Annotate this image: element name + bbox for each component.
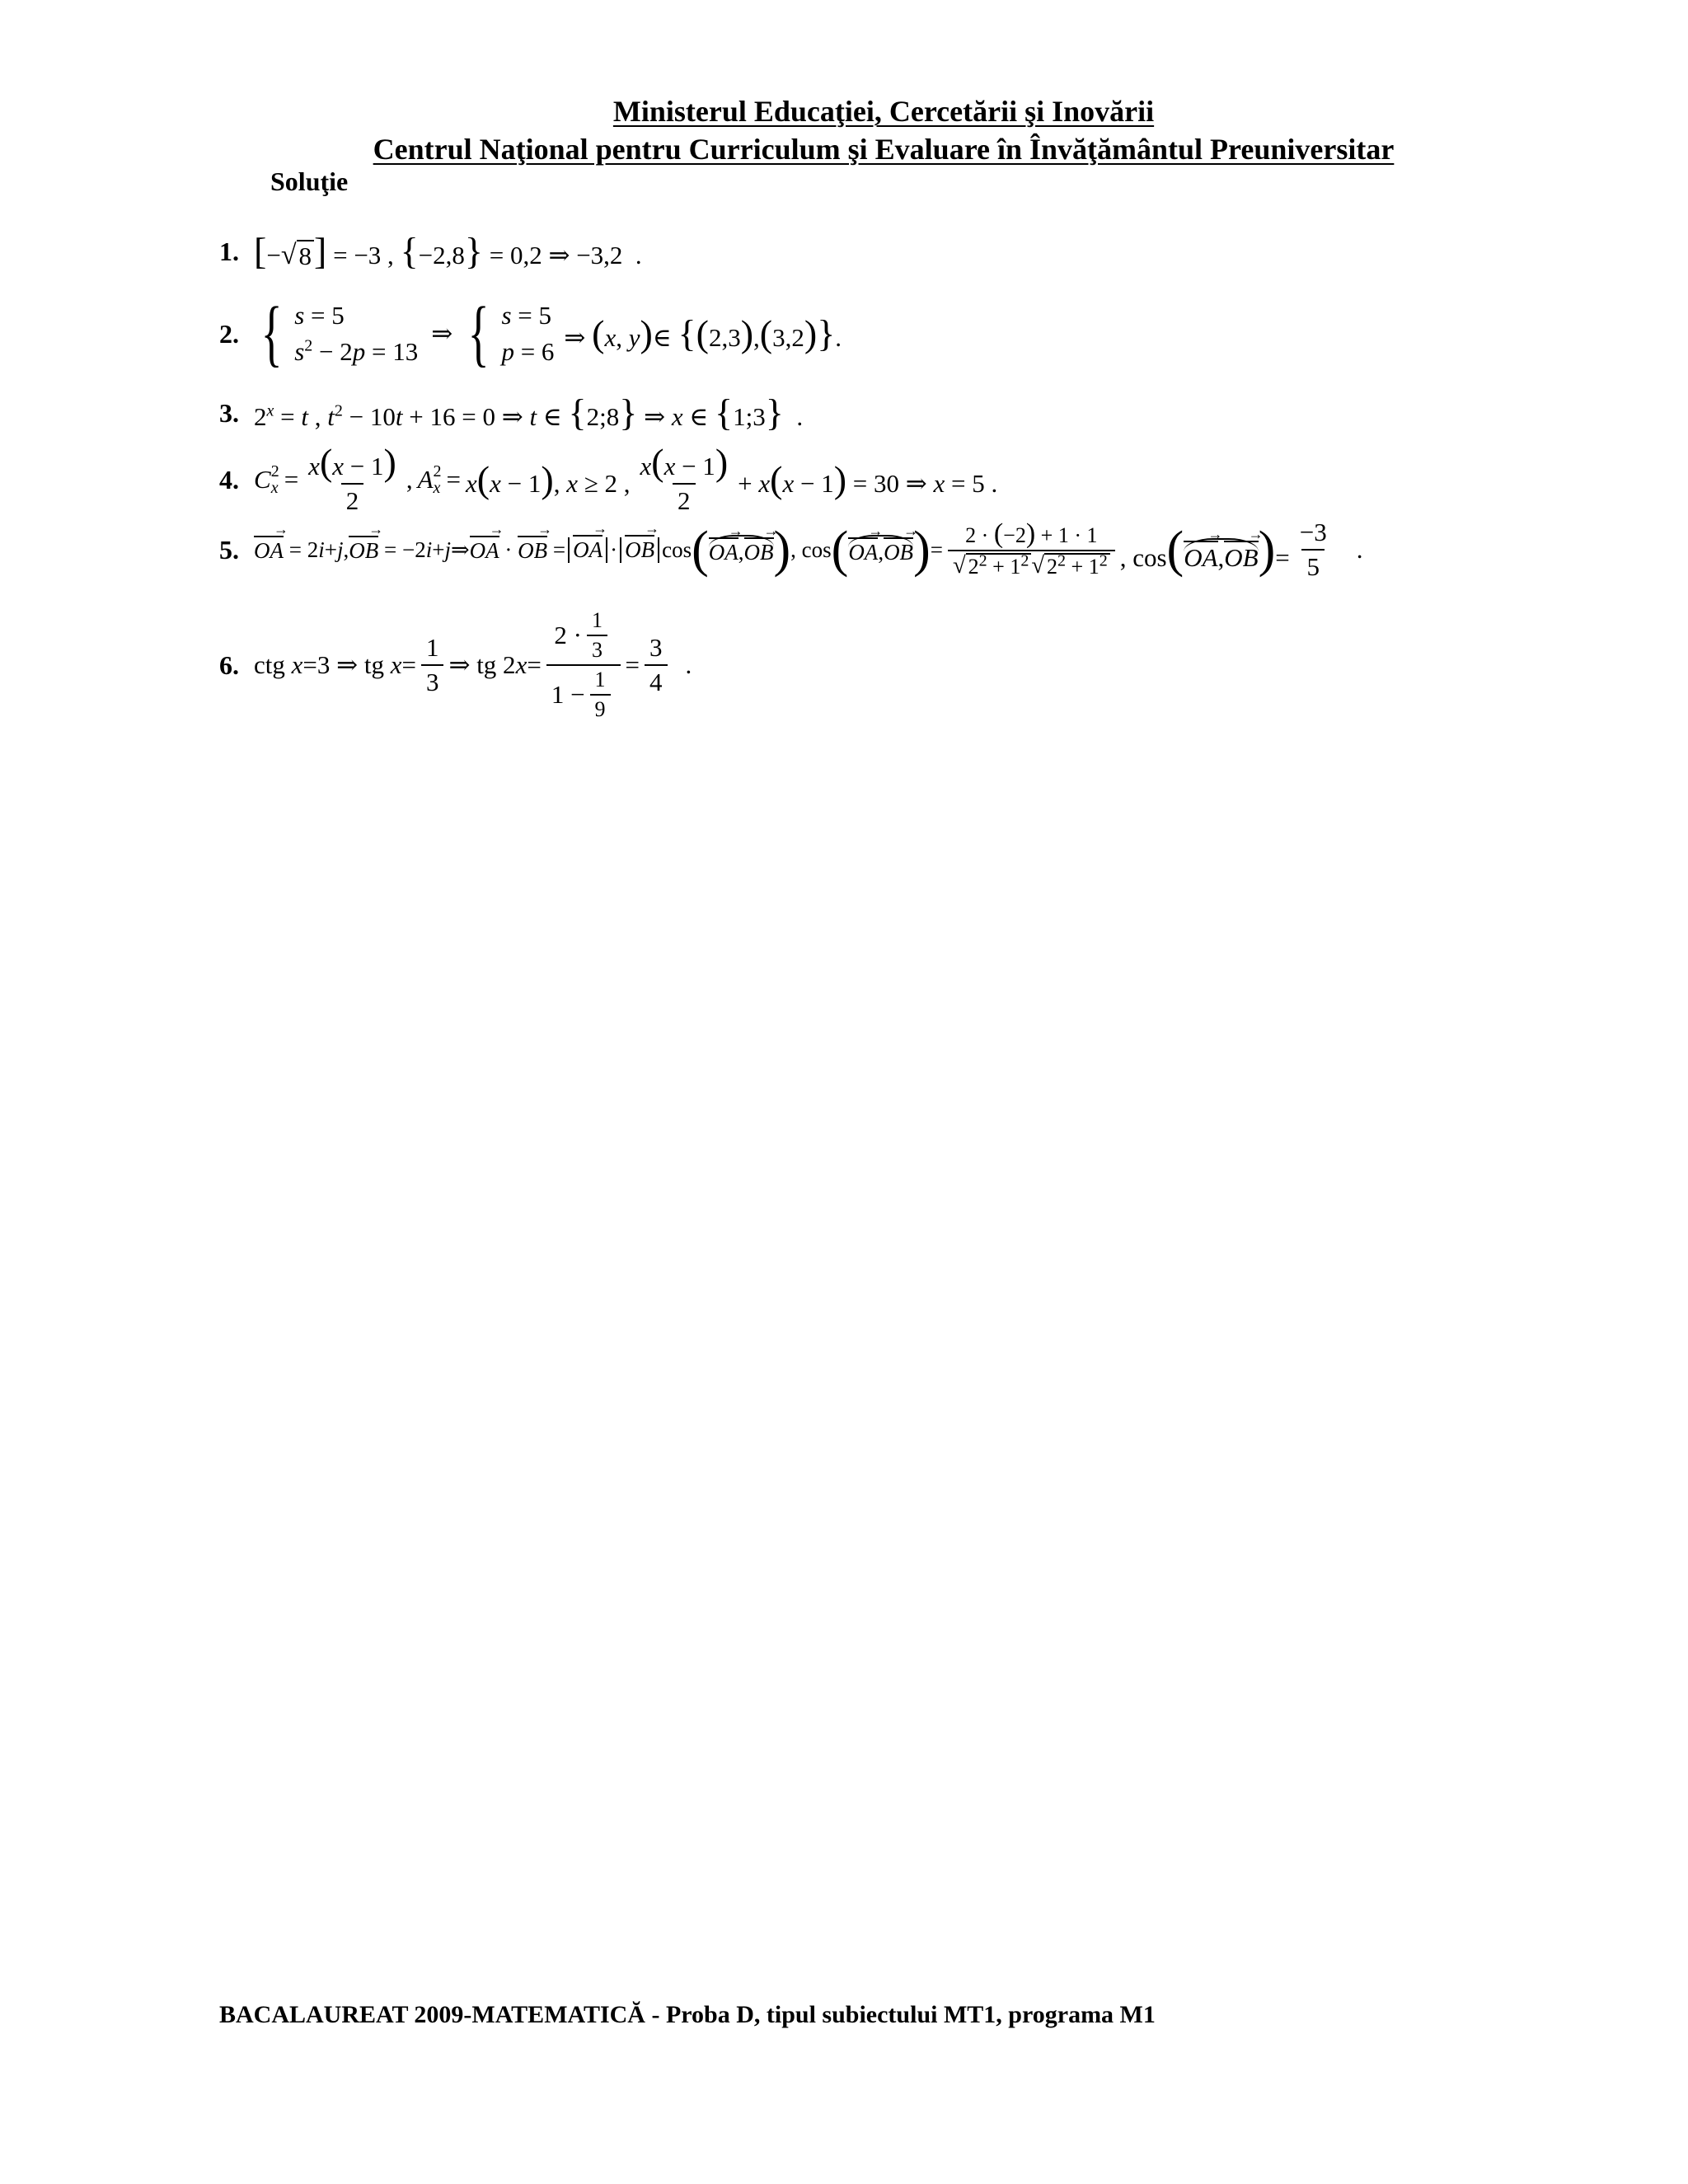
- solution-title: Soluţie: [270, 166, 349, 196]
- solution-number: 3.: [219, 397, 239, 428]
- solution-number: 1.: [219, 237, 239, 266]
- solution-1-formula: [− √ 8 ] = −3 , {−2,8} = 0,2 ⇒ −3,2 .: [254, 230, 642, 272]
- center-heading: Centrul Naţional pentru Curriculum şi Evaluare în Învăţământul Preuniversitar: [373, 133, 1395, 166]
- solution-3-formula: $2^x = t$ , $t^2 - 10t + 16 = 0$ ⇒ t ∈ {2;8} ⇒ x ∈ {1;3} .: [254, 391, 804, 434]
- solution-4-formula: C 2 x = $\frac{x(x - 1)}{2}$ , A 2 x = x(x − 1), x ≥ 2 , $\frac{x(x - 1)}{2}$ + x(x − 1) = 30 ⇒ x = 5 .: [254, 441, 998, 515]
- solution-number: 4.: [219, 464, 239, 494]
- solution-2: [219, 293, 842, 374]
- ministry-heading: Ministerul Educaţiei, Cercetării şi Inovării: [612, 95, 1155, 128]
- solution-number: 5.: [219, 534, 239, 565]
- solution-number: 6.: [219, 649, 239, 680]
- solution-6: [219, 608, 692, 722]
- page-footer: BACALAUREAT 2009-MATEMATICĂ - Proba D, tipul subiectului MT1, programa M1: [219, 2001, 1156, 2028]
- solution-1: [219, 232, 642, 271]
- solution-4: [219, 443, 997, 516]
- solution-5: [219, 518, 1362, 582]
- solution-number: 2.: [219, 318, 239, 349]
- solution-2-formula: { s = 5 $s^2 - 2p = 13$ ⇒ { s = 5 p = 6 ⇒ (x, y)∈ {(2,3),(3,2)}.: [260, 293, 842, 374]
- solution-3: [219, 391, 804, 434]
- solution-6-formula: ctg x =3 ⇒ tg x = $\frac{1}{3}$ ⇒ tg 2 x = 2 · $\frac{1}{3}$ 1 − $\frac{1}{9}$ = $\frac{3}{4}$ .: [254, 608, 692, 721]
- solution-5-formula: OA → = 2 i + j , OB → = −2 i + j ⇒ OA → · OB → = OA → · OB → cos ( OA →,OB → ) , cos ( OA →,OB → ) = 2 · (−2) + 1 · 1 √ $2^2 + 1^2$ √ $2^2 + 1^2$ , cos(OA →,OB →)= $\frac{-3}{5}$ .: [254, 518, 1362, 582]
